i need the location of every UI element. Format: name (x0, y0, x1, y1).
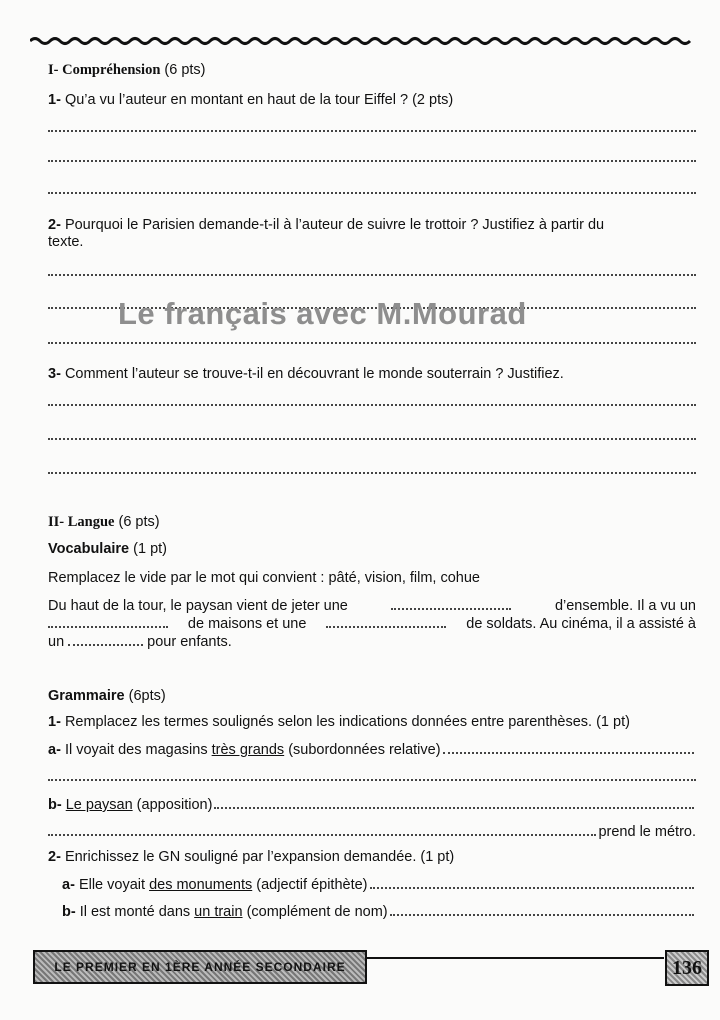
answer-line[interactable] (48, 342, 696, 344)
q-text: Pourquoi le Parisien demande-t-il à l’auteur de suivre le trottoir ? Justifiez à partir du (64, 217, 605, 233)
footer-label: LE PREMIER EN 1ÈRE ANNÉE SECONDAIRE (54, 960, 346, 974)
underlined: très grands (211, 742, 285, 758)
subheading (48, 687, 696, 705)
points: (6 pts) (118, 514, 160, 530)
text: (complément de nom) (246, 904, 388, 920)
points: (1 pt) (133, 541, 167, 557)
q-num: 3- (48, 366, 61, 382)
section-heading (48, 61, 696, 79)
subheading-text: Grammaire (48, 688, 125, 704)
page-number: 136 (665, 950, 709, 986)
exercise-line (48, 597, 696, 615)
text: Il est monté dans (79, 904, 191, 920)
text: pour enfants. (147, 634, 232, 650)
points: (6 pts) (164, 62, 206, 78)
subheading-text: Vocabulaire (48, 541, 130, 557)
question-2-cont (48, 233, 696, 251)
grammar-q1b (48, 795, 696, 813)
question-3 (48, 365, 696, 383)
q-num: 2- (48, 849, 61, 865)
answer-line[interactable] (48, 274, 696, 276)
exercise-line (48, 633, 696, 651)
grammar-q2a (62, 875, 696, 893)
heading-text: II- Langue (48, 514, 115, 530)
q-text: Enrichissez le GN souligné par l’expansion demandée. (1 pt) (64, 849, 455, 865)
answer-line[interactable] (48, 438, 696, 440)
text: de soldats. Au cinéma, il a assisté à (466, 616, 696, 632)
underlined: Le paysan (65, 797, 133, 813)
label: b- (48, 797, 62, 813)
q-num: 1- (48, 714, 61, 730)
text: d’ensemble. Il a vu un (554, 598, 696, 614)
wavy-border (30, 36, 696, 46)
section-heading (48, 513, 696, 531)
q-num: 1- (48, 92, 61, 108)
answer-blank[interactable] (370, 875, 695, 889)
grammar-q1 (48, 713, 696, 731)
answer-line[interactable] (48, 779, 696, 781)
text: un (48, 634, 65, 650)
grammar-q1a (48, 740, 696, 758)
text: Elle voyait (78, 877, 146, 893)
underlined: un train (194, 904, 243, 920)
label: b- (62, 904, 76, 920)
footer-rule (365, 957, 664, 959)
q-text: texte. (48, 234, 84, 250)
text: Il voyait des magasins (64, 742, 208, 758)
points: (6pts) (128, 688, 166, 704)
underlined: des monuments (149, 877, 253, 893)
blank[interactable] (326, 616, 446, 628)
answer-blank[interactable] (390, 902, 694, 916)
blank[interactable] (68, 634, 143, 646)
label: a- (62, 877, 75, 893)
heading-text: I- Compréhension (48, 62, 161, 78)
answer-line[interactable] (48, 160, 696, 162)
q-num: 2- (48, 217, 61, 233)
text: Du haut de la tour, le paysan vient de jeter une (48, 598, 348, 614)
grammar-q1b-cont (48, 822, 696, 840)
q-text: Comment l’auteur se trouve-t-il en découvrant le monde souterrain ? Justifiez. (64, 366, 564, 382)
text: (adjectif épithète) (256, 877, 368, 893)
grammar-q2b (62, 902, 696, 920)
instruction (48, 569, 696, 587)
q-text: Remplacez les termes soulignés selon les indications données entre parenthèses. (1 pt) (64, 714, 630, 730)
subheading (48, 540, 696, 558)
answer-line[interactable] (48, 130, 696, 132)
exercise-line (48, 615, 696, 633)
blank[interactable] (391, 598, 511, 610)
answer-blank[interactable] (443, 740, 694, 754)
answer-line[interactable] (48, 404, 696, 406)
instruction-text: Remplacez le vide par le mot qui convient : pâté, vision, film, cohue (48, 570, 480, 586)
answer-blank[interactable] (214, 795, 694, 809)
answer-line[interactable] (48, 192, 696, 194)
text: (apposition) (136, 797, 213, 813)
footer-banner (33, 950, 367, 984)
question-1 (48, 91, 696, 109)
answer-line[interactable] (48, 472, 696, 474)
text: (subordonnées relative) (288, 742, 441, 758)
question-2 (48, 216, 696, 234)
answer-blank[interactable] (48, 822, 596, 836)
text: de maisons et une (187, 616, 307, 632)
watermark: Le français avec M.Mourad (118, 296, 527, 331)
q-text: Qu’a vu l’auteur en montant en haut de la tour Eiffel ? (2 pts) (64, 92, 454, 108)
label: a- (48, 742, 61, 758)
text: prend le métro. (598, 824, 696, 840)
grammar-q2 (48, 848, 696, 866)
blank[interactable] (48, 616, 168, 628)
